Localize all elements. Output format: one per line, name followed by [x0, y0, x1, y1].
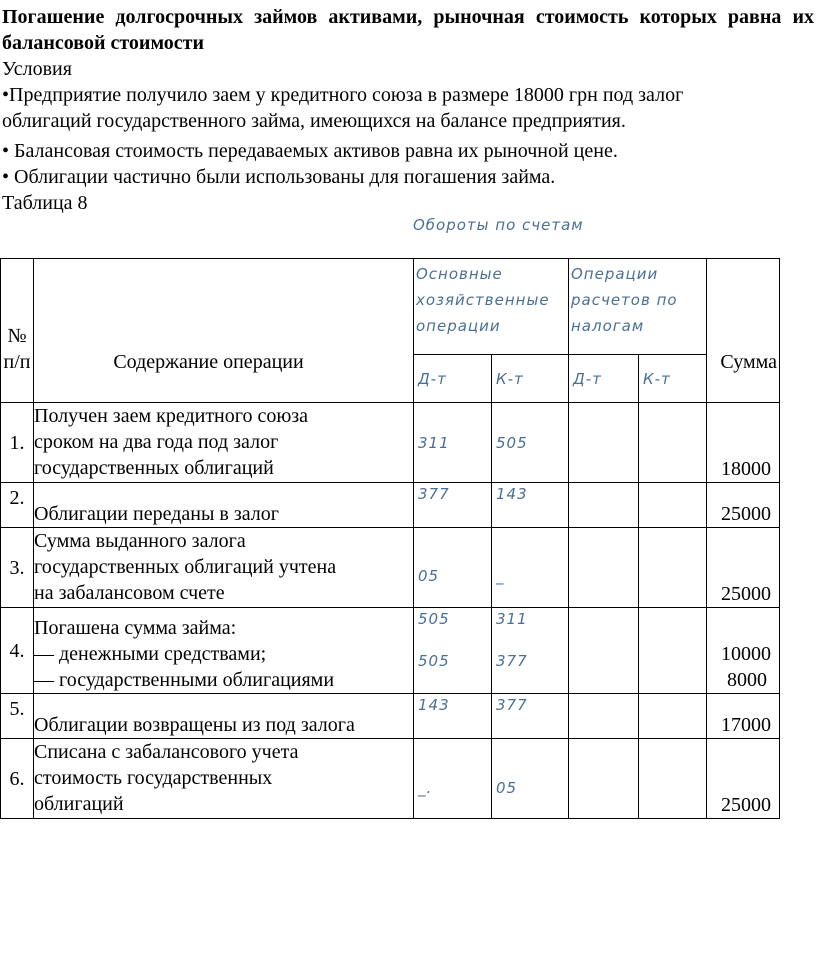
row-credit: 143 — [492, 483, 569, 528]
table-row — [1, 528, 780, 608]
row-content-line: Облигации возвращены из под залога — [34, 714, 355, 736]
row-credit-bonds: 377 — [496, 652, 528, 670]
condition-line: • Балансовая стоимость передаваемых активов равна их рыночной цене. — [2, 140, 618, 162]
row-debit-cash: 505 — [418, 610, 450, 628]
row-content — [34, 608, 414, 694]
row-sum-bonds: 8000 — [727, 669, 767, 691]
table-row — [1, 694, 780, 739]
condition-line: • Облигации частично были использованы для погашения займа. — [2, 166, 556, 188]
row-num: 3. — [1, 528, 34, 608]
row-tax-credit — [639, 608, 707, 694]
header-sum-cell — [707, 259, 780, 403]
row-tax-debit — [569, 483, 639, 528]
row-content — [34, 528, 414, 608]
row-num: 1. — [1, 403, 34, 483]
row-debit: 377 — [414, 483, 492, 528]
condition-line: облигаций государственного займа, имеющихся на балансе предприятия. — [2, 110, 626, 132]
row-tax-credit — [639, 694, 707, 739]
row-content-line: Погашена сумма займа: — [34, 617, 237, 639]
row-content — [34, 403, 414, 483]
condition-line: •Предприятие получило заем у кредитного союза в размере 18000 грн под залог — [2, 84, 684, 106]
row-tax-debit — [569, 739, 639, 819]
row-debit-bonds: 505 — [418, 652, 450, 670]
row-num: 4. — [1, 608, 34, 694]
header-group-main: Основные хозяйственные операции — [414, 259, 569, 355]
row-sum: 25000 — [707, 528, 780, 608]
row-content-line: государственных облигаций — [34, 457, 274, 479]
header-sum: Сумма — [720, 351, 777, 373]
row-sum: 25000 — [707, 739, 780, 819]
header-debit: Д-т — [414, 355, 492, 403]
row-num: 5. — [1, 694, 34, 739]
accounting-table — [0, 258, 780, 819]
header-num: № п/п — [3, 325, 31, 373]
row-tax-credit — [639, 739, 707, 819]
table-row — [1, 739, 780, 819]
row-sum: 17000 — [707, 694, 780, 739]
header-content-cell — [34, 259, 414, 403]
row-sum — [707, 608, 780, 694]
row-content-line: Сумма выданного залога — [34, 530, 246, 552]
header-tax-debit: Д-т — [569, 355, 639, 403]
table-caption: Обороты по счетам — [413, 216, 584, 234]
row-credit-cash: 311 — [496, 610, 528, 628]
row-content-line: Облигации переданы в залог — [34, 503, 279, 525]
row-debit: 311 — [414, 403, 492, 483]
row-credit: 05 — [492, 739, 569, 819]
row-content — [34, 739, 414, 819]
row-debit: 05 — [414, 528, 492, 608]
row-tax-credit — [639, 528, 707, 608]
row-tax-debit — [569, 403, 639, 483]
row-sum: 25000 — [707, 483, 780, 528]
row-tax-credit — [639, 483, 707, 528]
row-content-line: Получен заем кредитного союза — [34, 405, 309, 427]
row-tax-debit — [569, 528, 639, 608]
row-num: 2. — [1, 483, 34, 528]
row-tax-debit — [569, 694, 639, 739]
row-content — [34, 694, 414, 739]
row-credit: 505 — [492, 403, 569, 483]
row-debit: 143 — [414, 694, 492, 739]
row-credit: 377 — [492, 694, 569, 739]
table-label: Таблица 8 — [2, 192, 88, 214]
header-credit: К-т — [492, 355, 569, 403]
row-credit: _ — [492, 528, 569, 608]
row-content — [34, 483, 414, 528]
header-num-cell — [1, 259, 34, 403]
row-content-line: сроком на два года под залог — [34, 431, 279, 453]
row-content-line: на забалансовом счете — [34, 582, 225, 604]
row-tax-credit — [639, 403, 707, 483]
row-content-line: государственных облигаций учтена — [34, 556, 337, 578]
row-debit — [414, 608, 492, 694]
document-title: Погашение долгосрочных займов активами, рыночная стоимость которых равна их балансовой стоимости — [2, 6, 814, 54]
conditions-label: Условия — [2, 58, 72, 80]
row-content-line: облигаций — [34, 793, 124, 815]
row-debit: _. — [414, 739, 492, 819]
row-content-line: стоимость государственных — [34, 767, 273, 789]
table-row — [1, 483, 780, 528]
table-row — [1, 403, 780, 483]
row-sum-cash: 10000 — [721, 643, 771, 665]
row-content-line: — государственными облигациями — [34, 669, 335, 691]
row-content-line: Списана с забалансового учета — [34, 741, 299, 763]
header-tax-credit: К-т — [639, 355, 707, 403]
row-sum: 18000 — [707, 403, 780, 483]
row-num: 6. — [1, 739, 34, 819]
table-row — [1, 608, 780, 694]
header-content: Содержание операции — [113, 351, 304, 373]
header-group-tax: Операции расчетов по налогам — [569, 259, 707, 355]
row-content-line: — денежными средствами; — [34, 643, 267, 665]
row-credit — [492, 608, 569, 694]
row-tax-debit — [569, 608, 639, 694]
